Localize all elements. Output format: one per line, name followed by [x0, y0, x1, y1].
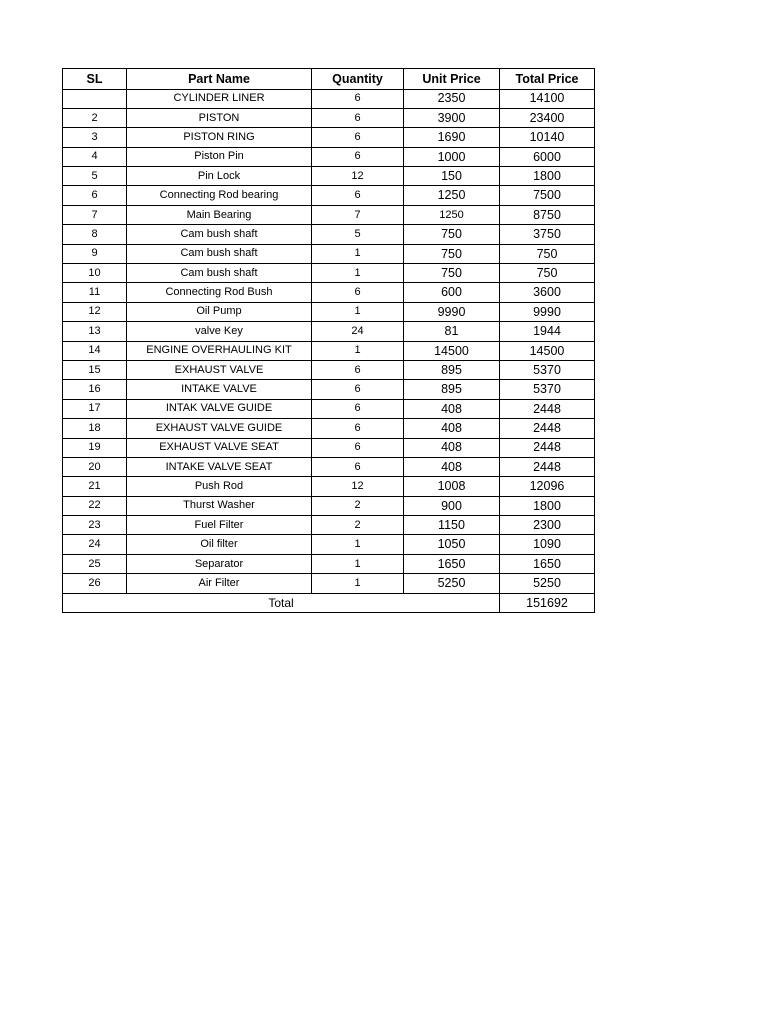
table-row — [63, 167, 595, 186]
cell-sl — [63, 89, 127, 108]
header-unit-price: Unit Price — [404, 69, 500, 90]
header-quantity: Quantity — [312, 69, 404, 90]
cell-total-price: 9990 — [500, 302, 595, 321]
cell-unit-price: 408 — [404, 399, 500, 418]
table-row — [63, 225, 595, 244]
cell-unit-price: 81 — [404, 322, 500, 341]
cell-unit-price: 1690 — [404, 128, 500, 147]
cell-part-name: Thurst Washer — [127, 496, 312, 515]
cell-sl: 9 — [63, 244, 127, 263]
table-row — [63, 438, 595, 457]
cell-unit-price: 1050 — [404, 535, 500, 554]
table-row — [63, 302, 595, 321]
cell-total-price: 2448 — [500, 438, 595, 457]
cell-total-price: 2448 — [500, 399, 595, 418]
cell-total-price: 10140 — [500, 128, 595, 147]
table-row — [63, 322, 595, 341]
cell-part-name: Pin Lock — [127, 167, 312, 186]
cell-quantity: 2 — [312, 496, 404, 515]
header-sl: SL — [63, 69, 127, 90]
cell-total-price: 5370 — [500, 360, 595, 379]
cell-unit-price: 1000 — [404, 147, 500, 166]
cell-sl: 6 — [63, 186, 127, 205]
cell-sl: 4 — [63, 147, 127, 166]
table-row — [63, 554, 595, 573]
table-row — [63, 574, 595, 593]
table-row — [63, 419, 595, 438]
cell-quantity: 5 — [312, 225, 404, 244]
cell-quantity: 6 — [312, 380, 404, 399]
header-row — [63, 69, 595, 90]
table-row — [63, 516, 595, 535]
cell-part-name: Oil filter — [127, 535, 312, 554]
table-row — [63, 399, 595, 418]
cell-part-name: PISTON — [127, 108, 312, 127]
header-total-price: Total Price — [500, 69, 595, 90]
cell-part-name: Cam bush shaft — [127, 244, 312, 263]
cell-part-name: CYLINDER LINER — [127, 89, 312, 108]
cell-sl: 11 — [63, 283, 127, 302]
table-row — [63, 147, 595, 166]
table-row — [63, 244, 595, 263]
cell-quantity: 2 — [312, 516, 404, 535]
header-part-name: Part Name — [127, 69, 312, 90]
cell-part-name: EXHAUST VALVE SEAT — [127, 438, 312, 457]
cell-part-name: ENGINE OVERHAULING KIT — [127, 341, 312, 360]
table-row — [63, 457, 595, 476]
cell-total-price: 8750 — [500, 205, 595, 224]
cell-quantity: 1 — [312, 341, 404, 360]
cell-total-price: 14100 — [500, 89, 595, 108]
parts-price-table — [62, 68, 595, 613]
cell-sl: 13 — [63, 322, 127, 341]
cell-unit-price: 1150 — [404, 516, 500, 535]
cell-part-name: valve Key — [127, 322, 312, 341]
cell-sl: 14 — [63, 341, 127, 360]
table-row — [63, 496, 595, 515]
cell-part-name: INTAKE VALVE — [127, 380, 312, 399]
cell-quantity: 6 — [312, 283, 404, 302]
cell-total-price: 3750 — [500, 225, 595, 244]
cell-quantity: 6 — [312, 147, 404, 166]
table-row — [63, 128, 595, 147]
cell-total-price: 5250 — [500, 574, 595, 593]
cell-total-price: 1800 — [500, 167, 595, 186]
cell-sl: 26 — [63, 574, 127, 593]
cell-total-price: 14500 — [500, 341, 595, 360]
cell-sl: 7 — [63, 205, 127, 224]
cell-quantity: 1 — [312, 244, 404, 263]
cell-sl: 21 — [63, 477, 127, 496]
cell-unit-price: 3900 — [404, 108, 500, 127]
cell-quantity: 6 — [312, 438, 404, 457]
cell-sl: 24 — [63, 535, 127, 554]
cell-unit-price: 1650 — [404, 554, 500, 573]
cell-sl: 25 — [63, 554, 127, 573]
cell-sl: 22 — [63, 496, 127, 515]
cell-unit-price: 895 — [404, 360, 500, 379]
cell-unit-price: 5250 — [404, 574, 500, 593]
cell-total-price: 7500 — [500, 186, 595, 205]
cell-total-price: 2448 — [500, 457, 595, 476]
cell-quantity: 6 — [312, 399, 404, 418]
cell-part-name: Piston Pin — [127, 147, 312, 166]
cell-sl: 10 — [63, 264, 127, 283]
cell-total-price: 6000 — [500, 147, 595, 166]
cell-sl: 18 — [63, 419, 127, 438]
cell-quantity: 1 — [312, 535, 404, 554]
cell-quantity: 12 — [312, 477, 404, 496]
cell-part-name: Separator — [127, 554, 312, 573]
total-label: Total — [63, 593, 500, 612]
cell-total-price: 23400 — [500, 108, 595, 127]
cell-part-name: Main Bearing — [127, 205, 312, 224]
cell-unit-price: 14500 — [404, 341, 500, 360]
cell-quantity: 1 — [312, 554, 404, 573]
cell-part-name: Connecting Rod bearing — [127, 186, 312, 205]
cell-quantity: 1 — [312, 574, 404, 593]
cell-total-price: 1650 — [500, 554, 595, 573]
cell-total-price: 12096 — [500, 477, 595, 496]
cell-sl: 23 — [63, 516, 127, 535]
cell-sl: 16 — [63, 380, 127, 399]
cell-part-name: Oil Pump — [127, 302, 312, 321]
table-row — [63, 341, 595, 360]
cell-part-name: INTAKE VALVE SEAT — [127, 457, 312, 476]
cell-unit-price: 600 — [404, 283, 500, 302]
cell-sl: 15 — [63, 360, 127, 379]
cell-quantity: 6 — [312, 419, 404, 438]
cell-total-price: 750 — [500, 264, 595, 283]
cell-unit-price: 408 — [404, 457, 500, 476]
cell-quantity: 1 — [312, 302, 404, 321]
cell-quantity: 12 — [312, 167, 404, 186]
cell-sl: 12 — [63, 302, 127, 321]
cell-unit-price: 900 — [404, 496, 500, 515]
cell-part-name: Cam bush shaft — [127, 225, 312, 244]
table-row — [63, 89, 595, 108]
cell-part-name: EXHAUST VALVE — [127, 360, 312, 379]
cell-total-price: 2300 — [500, 516, 595, 535]
cell-unit-price: 150 — [404, 167, 500, 186]
table-body — [63, 89, 595, 593]
cell-quantity: 6 — [312, 186, 404, 205]
cell-quantity: 6 — [312, 360, 404, 379]
table-row — [63, 205, 595, 224]
cell-unit-price: 750 — [404, 264, 500, 283]
cell-unit-price: 408 — [404, 438, 500, 457]
cell-quantity: 6 — [312, 108, 404, 127]
cell-quantity: 6 — [312, 457, 404, 476]
table-row — [63, 380, 595, 399]
cell-quantity: 24 — [312, 322, 404, 341]
cell-total-price: 5370 — [500, 380, 595, 399]
cell-sl: 19 — [63, 438, 127, 457]
grand-total: 151692 — [500, 593, 595, 612]
table-row — [63, 264, 595, 283]
cell-unit-price: 1008 — [404, 477, 500, 496]
cell-quantity: 6 — [312, 128, 404, 147]
cell-unit-price: 2350 — [404, 89, 500, 108]
cell-sl: 8 — [63, 225, 127, 244]
table-row — [63, 535, 595, 554]
cell-unit-price: 408 — [404, 419, 500, 438]
cell-sl: 5 — [63, 167, 127, 186]
cell-sl: 17 — [63, 399, 127, 418]
table-row — [63, 477, 595, 496]
cell-total-price: 1800 — [500, 496, 595, 515]
cell-unit-price: 1250 — [404, 205, 500, 224]
total-row — [63, 593, 595, 612]
cell-sl: 3 — [63, 128, 127, 147]
cell-part-name: Air Filter — [127, 574, 312, 593]
cell-quantity: 7 — [312, 205, 404, 224]
cell-sl: 20 — [63, 457, 127, 476]
cell-total-price: 1090 — [500, 535, 595, 554]
cell-quantity: 6 — [312, 89, 404, 108]
table-row — [63, 186, 595, 205]
cell-total-price: 1944 — [500, 322, 595, 341]
cell-unit-price: 895 — [404, 380, 500, 399]
cell-part-name: Connecting Rod Bush — [127, 283, 312, 302]
cell-unit-price: 9990 — [404, 302, 500, 321]
cell-total-price: 3600 — [500, 283, 595, 302]
table-row — [63, 360, 595, 379]
cell-part-name: EXHAUST VALVE GUIDE — [127, 419, 312, 438]
table-row — [63, 283, 595, 302]
cell-unit-price: 1250 — [404, 186, 500, 205]
cell-quantity: 1 — [312, 264, 404, 283]
cell-part-name: Fuel Filter — [127, 516, 312, 535]
cell-unit-price: 750 — [404, 244, 500, 263]
cell-total-price: 750 — [500, 244, 595, 263]
cell-part-name: Push Rod — [127, 477, 312, 496]
cell-part-name: Cam bush shaft — [127, 264, 312, 283]
cell-sl: 2 — [63, 108, 127, 127]
table-row — [63, 108, 595, 127]
cell-part-name: INTAK VALVE GUIDE — [127, 399, 312, 418]
cell-unit-price: 750 — [404, 225, 500, 244]
cell-total-price: 2448 — [500, 419, 595, 438]
cell-part-name: PISTON RING — [127, 128, 312, 147]
